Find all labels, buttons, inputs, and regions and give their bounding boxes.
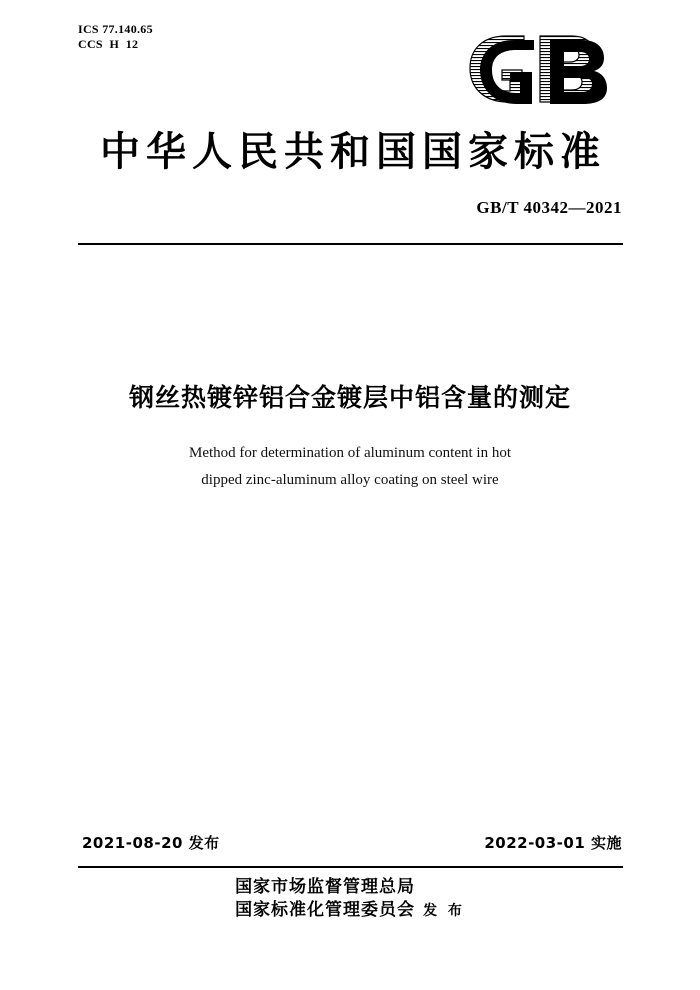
effective-date: 2022-03-01 实施 xyxy=(484,834,622,852)
publisher-line-2: 国家标准化管理委员会 xyxy=(235,900,416,920)
divider-bottom xyxy=(78,866,623,868)
document-title-en-line2: dipped zinc-aluminum alloy coating on steel wire xyxy=(201,472,499,488)
page-title: 中华人民共和国国家标准 xyxy=(100,129,606,175)
ccs-code: CCS H 12 xyxy=(78,37,139,51)
document-title-en-line1: Method for determination of aluminum content in hot xyxy=(188,445,512,461)
document-title-en xyxy=(0,440,700,494)
document-title-cn: 钢丝热镀锌铝合金镀层中铝含量的测定 xyxy=(128,383,571,412)
classification-codes xyxy=(78,22,153,52)
publisher-line-1: 国家市场监督管理总局 xyxy=(235,877,416,897)
publisher-names xyxy=(235,876,415,922)
ics-code: ICS 77.140.65 xyxy=(78,22,153,36)
publisher-block xyxy=(0,876,700,922)
standard-number: GB/T 40342—2021 xyxy=(476,198,622,217)
gb-emblem-icon xyxy=(462,30,622,106)
issue-date: 2021-08-20 发布 xyxy=(82,834,220,852)
divider-top xyxy=(78,243,623,245)
publisher-verb: 发 布 xyxy=(423,903,465,919)
